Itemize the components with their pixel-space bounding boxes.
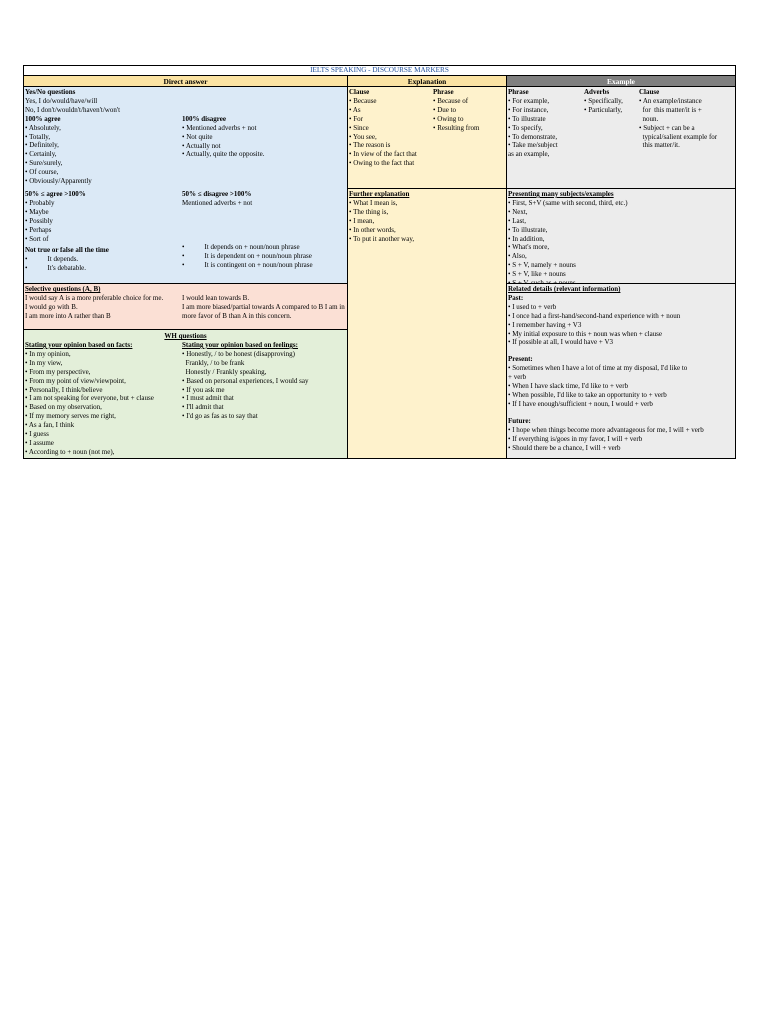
phrase-heading: Phrase <box>433 88 454 96</box>
disagree-100-heading: 100% disagree <box>182 114 227 123</box>
clause-heading: Clause <box>349 88 370 96</box>
list-item: • Sure/surely, <box>25 159 63 168</box>
list-item: • The reason is <box>349 141 391 150</box>
wh-section <box>24 329 348 458</box>
list-item: • For instance, <box>508 105 549 114</box>
list-item: • I must admit that <box>182 394 234 403</box>
list-item: + verb <box>508 373 527 382</box>
list-item: typical/salient example for <box>639 132 718 141</box>
yes-no-line: Yes, I do/would/have/will <box>25 96 98 105</box>
list-item: noun. <box>639 114 659 123</box>
list-item: • You see, <box>349 132 377 141</box>
list-item: this matter/it. <box>639 141 680 150</box>
feelings-heading: Stating your opinion based on feelings: <box>182 341 298 349</box>
list-item: • Personally, I think/believe <box>25 385 103 394</box>
list-item: • In view of the fact that <box>349 150 417 159</box>
list-item: • I'll admit that <box>182 403 224 412</box>
not-true-heading: Not true or false all the time <box>25 246 109 255</box>
list-item: • If I have enough/sufficient + noun, I would + verb <box>508 399 653 408</box>
list-item: • An example/instance <box>639 96 702 105</box>
list-item: • Mentioned adverbs + not <box>182 123 257 132</box>
list-item: as an example, <box>508 150 550 159</box>
list-item: • Last, <box>508 216 527 225</box>
list-item: • I once had a first-hand/second-hand experience with + noun <box>508 311 681 320</box>
example-markers-section <box>507 87 735 188</box>
list-item: I would go with B. <box>25 302 78 311</box>
list-item: • Certainly, <box>25 150 57 159</box>
list-item: • In my view, <box>25 358 63 367</box>
list-item: • Should there be a chance, I will + verb <box>508 443 621 452</box>
list-item: • For <box>349 114 363 123</box>
list-item: • Because <box>349 96 377 105</box>
list-item: • S + V, like + nouns <box>508 270 566 279</box>
list-item: • Absolutely, <box>25 123 61 132</box>
example-clause-heading: Clause <box>639 88 660 96</box>
list-item: • Honestly, / to be honest (disapproving) <box>182 349 296 358</box>
yes-no-heading: Yes/No questions <box>25 88 76 96</box>
list-item: • S + V, namely + nouns <box>508 261 576 270</box>
further-explanation-section <box>348 188 507 458</box>
list-item: • Actually not <box>182 141 221 150</box>
list-item: • Resulting from <box>433 123 480 132</box>
list-item: I am more biased/partial towards A compared to B I am in more favor of B than A in this concern. <box>182 302 345 320</box>
list-item: • In addition, <box>508 234 545 243</box>
list-item: I am more into A rather than B <box>25 311 111 320</box>
list-item: • Owing to the fact that <box>349 159 415 168</box>
list-item: • What's more, <box>508 243 550 252</box>
many-examples-section <box>507 188 735 283</box>
list-item: • To illustrate, <box>508 225 548 234</box>
list-item: • To put it another way, <box>349 234 415 243</box>
list-item: for this matter/it is + <box>639 105 702 114</box>
list-item: • I guess <box>25 430 49 439</box>
example-phrase-heading: Phrase <box>508 88 529 96</box>
list-item: • Maybe <box>25 207 49 216</box>
selective-section <box>24 283 348 329</box>
list-item: Frankly, / to be frank <box>182 358 245 367</box>
list-item: • I hope when things become more advantageous for me, I will + verb <box>508 425 704 434</box>
list-item: • From my point of view/viewpoint, <box>25 376 126 385</box>
list-item: • It is dependent on + noun/noun phrase <box>182 252 312 261</box>
list-item: I would say A is a more preferable choice for me. <box>25 293 164 302</box>
list-item: • It's debatable. <box>25 264 87 273</box>
discourse-markers-table <box>23 65 736 459</box>
list-item: • Perhaps <box>25 225 52 234</box>
list-item: • If possible at all, I would have + V3 <box>508 338 614 347</box>
list-item: • When I have slack time, I'd like to + verb <box>508 382 629 391</box>
list-item: • My initial exposure to this + noun was when + clause <box>508 329 663 338</box>
list-item: • Of course, <box>25 168 59 177</box>
list-item: • To specify, <box>508 123 543 132</box>
list-item: • As a fan, I think <box>25 421 75 430</box>
list-item: • Obviously/Apparently <box>25 177 92 186</box>
list-item: I would lean towards B. <box>182 294 250 302</box>
list-item: • It is contingent on + noun/noun phrase <box>182 260 313 269</box>
list-item: • The thing is, <box>349 207 389 216</box>
list-item: Mentioned adverbs + not <box>182 199 253 208</box>
header-explanation: Explanation <box>348 76 507 87</box>
selective-heading: Selective questions (A, B) <box>25 285 101 293</box>
list-item: • Definitely, <box>25 141 59 150</box>
list-item: • Based on personal experiences, I would say <box>182 376 309 385</box>
future-heading: Future: <box>508 416 531 425</box>
list-item: • Possibly <box>25 216 53 225</box>
past-heading: Past: <box>508 293 524 302</box>
list-item: • Totally, <box>25 132 51 141</box>
related-heading: Related details (relevant information) <box>508 285 621 293</box>
list-item: Honestly / Frankly speaking, <box>182 367 267 376</box>
list-item: • Owing to <box>433 114 464 123</box>
list-item: • If everything is/goes in my favor, I will + verb <box>508 434 643 443</box>
list-item: • To demonstrate, <box>508 132 558 141</box>
list-item: • Actually, quite the opposite. <box>182 150 265 159</box>
wh-heading: WH questions <box>164 332 207 340</box>
list-item: • It depends. <box>25 255 79 264</box>
list-item: • Sometimes when I have a lot of time at my disposal, I'd like to <box>508 364 688 373</box>
list-item: • When possible, I'd like to take an opportunity to + verb <box>508 390 667 399</box>
list-item: • Specifically, <box>584 96 623 105</box>
list-item: • Not quite <box>182 132 213 141</box>
yes-no-line: No, I don't/wouldn't/haven't/won't <box>25 105 121 114</box>
list-item: • I assume <box>25 438 54 447</box>
list-item: • If my memory serves me right, <box>25 412 116 421</box>
list-item: • From my perspective, <box>25 367 91 376</box>
list-item: • According to + noun (not me), <box>25 447 115 456</box>
list-item: • In other words, <box>349 225 396 234</box>
list-item: • For example, <box>508 96 550 105</box>
list-item: • Sort of <box>25 234 49 243</box>
agree-50-heading: 50% ≤ agree >100% <box>25 189 86 198</box>
list-item: • Because of <box>433 96 469 105</box>
list-item: • Also, <box>508 252 527 261</box>
list-item: • Particularly, <box>584 105 623 114</box>
list-item: • Probably <box>25 198 55 207</box>
list-item: • I remember having + V3 <box>508 320 582 329</box>
list-item: • As <box>349 105 361 114</box>
header-example: Example <box>507 76 735 87</box>
related-details-section <box>507 283 735 458</box>
list-item: • First, S+V (same with second, third, etc.) <box>508 198 628 207</box>
list-item: • In my opinion, <box>25 349 71 358</box>
agree-100-heading: 100% agree <box>25 114 61 123</box>
table-title: IELTS SPEAKING - DISCOURSE MARKERS <box>24 66 735 76</box>
list-item: • Take me/subject <box>508 141 558 150</box>
list-item: • Due to <box>433 105 457 114</box>
list-item: • I used to + verb <box>508 302 557 311</box>
list-item: • I am not speaking for everyone, but + clause <box>25 394 154 403</box>
further-heading: Further explanation <box>349 190 410 198</box>
list-item: • I mean, <box>349 216 375 225</box>
list-item: • What I mean is, <box>349 198 398 207</box>
yes-no-section <box>24 87 348 283</box>
list-item: • I'd go as fas as to say that <box>182 412 258 421</box>
list-item: • If you ask me <box>182 385 225 394</box>
disagree-50-heading: 50% ≤ disagree >100% <box>182 190 252 199</box>
many-heading: Presenting many subjects/examples <box>508 190 614 198</box>
list-item: • Since <box>349 123 369 132</box>
explanation-reason-section <box>348 87 507 188</box>
list-item: • It depends on + noun/noun phrase <box>182 243 300 252</box>
header-direct-answer: Direct answer <box>24 76 348 87</box>
facts-heading: Stating your opinion based on facts: <box>25 341 133 349</box>
list-item: • Next, <box>508 207 528 216</box>
list-item: • To illustrate <box>508 114 546 123</box>
present-heading: Present: <box>508 355 533 364</box>
adverbs-heading: Adverbs <box>584 88 610 96</box>
list-item: • Subject + can be a <box>639 123 695 132</box>
list-item: • Based on my observation, <box>25 403 102 412</box>
